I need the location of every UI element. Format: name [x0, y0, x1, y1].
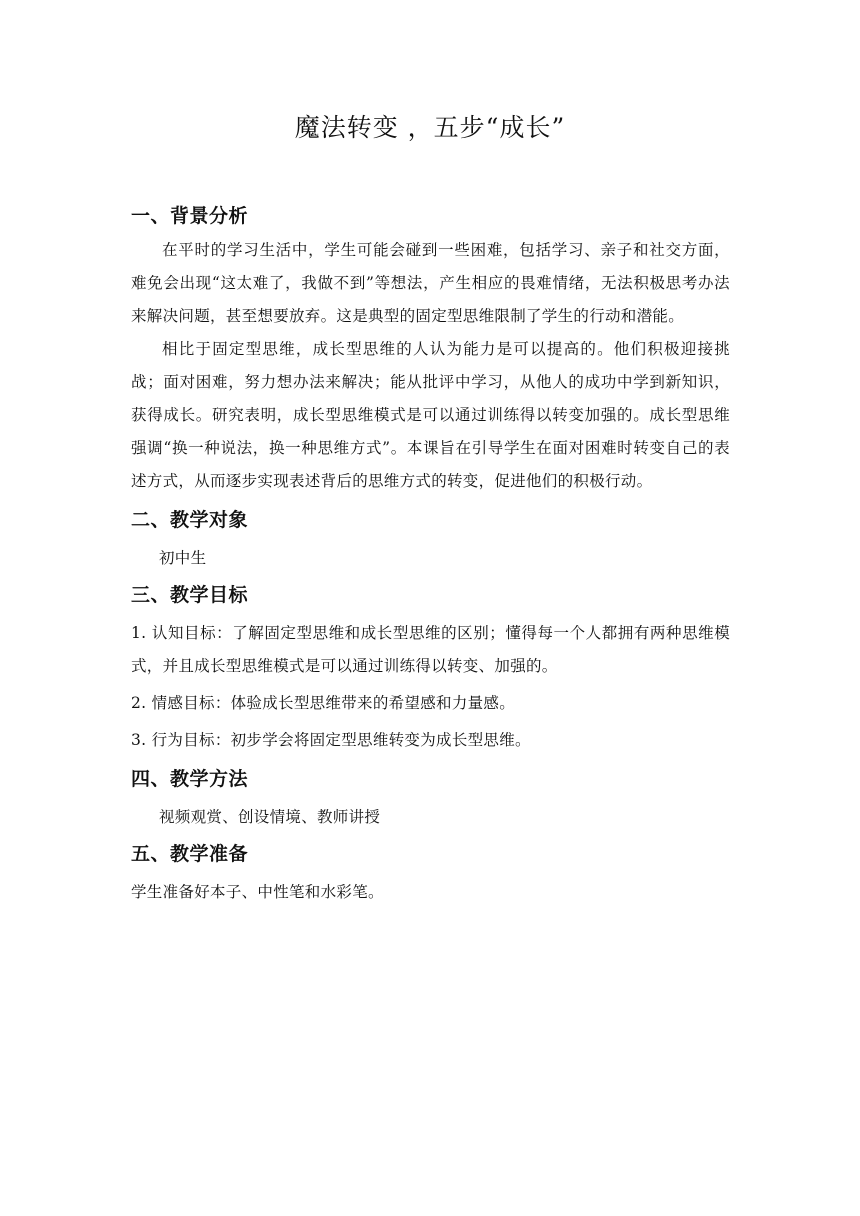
section-audience	[131, 502, 730, 575]
background-paragraph-1: 在平时的学习生活中，学生可能会碰到一些困难，包括学习、亲子和社交方面，难免会出现“这太难了，我做不到”等想法，产生相应的畏难情绪，无法积极思考办法来解决问题，甚至想要放弃。这是典型的固定型思维限制了学生的行动和潜能。	[131, 241, 730, 325]
preparation-text: 学生准备好本子、中性笔和水彩笔。	[131, 883, 384, 901]
section-heading-audience: 二、教学对象	[131, 509, 249, 531]
methods-text: 视频观赏、创设情境、教师讲授	[159, 808, 381, 826]
section-methods	[131, 761, 730, 834]
section-heading-objectives: 三、教学目标	[131, 584, 249, 606]
section-background	[131, 198, 730, 498]
background-paragraph-2: 相比于固定型思维，成长型思维的人认为能力是可以提高的。他们积极迎接挑战；面对困难，努力想办法来解决；能从批评中学习，从他人的成功中学到新知识，获得成长。研究表明，成长型思维模式是可以通过训练得以转变加强的。成长型思维强调“换一种说法，换一种思维方式”。本课旨在引导学生在面对困难时转变自己的表述方式，从而逐步实现表述背后的思维方式的转变，促进他们的积极行动。	[131, 340, 730, 490]
section-heading-preparation: 五、教学准备	[131, 843, 249, 865]
objective-emotional: 2. 情感目标：体验成长型思维带来的希望感和力量感。	[131, 694, 516, 712]
section-preparation	[131, 836, 730, 909]
section-heading-methods: 四、教学方法	[131, 768, 249, 790]
audience-text: 初中生	[159, 549, 207, 567]
objectives-list	[131, 617, 730, 757]
section-heading-background: 一、背景分析	[131, 205, 249, 227]
document-body	[131, 198, 730, 909]
objective-cognitive: 1. 认知目标：了解固定型思维和成长型思维的区别；懂得每一个人都拥有两种思维模式，并且成长型思维模式是可以通过训练得以转变、加强的。	[131, 624, 730, 675]
objective-behavioral: 3. 行为目标：初步学会将固定型思维转变为成长型思维。	[131, 731, 531, 749]
page-title: 魔法转变 ，五步“成长”	[294, 113, 566, 142]
section-objectives	[131, 577, 730, 757]
